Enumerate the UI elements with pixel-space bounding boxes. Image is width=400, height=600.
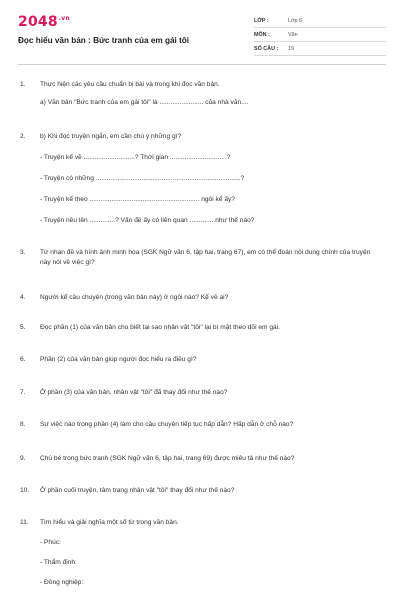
question-text: Người kể câu chuyện (trong văn bản này) ở ngôi nào? Kể về ai? bbox=[40, 294, 229, 301]
question-subline: - Truyện kể về ............................? Thời gian ...............................? bbox=[40, 154, 231, 161]
meta-label: SỐ CÂU : bbox=[254, 45, 279, 52]
site-logo[interactable] bbox=[18, 14, 70, 30]
question-number: 11. bbox=[20, 519, 29, 526]
question-subline: - Truyện có những ...............................................................................? bbox=[40, 175, 245, 182]
header-divider bbox=[18, 64, 386, 65]
question-number: 4. bbox=[20, 294, 26, 301]
question-subline: - Truyện nêu lên ..............? Vấn đề ấy có liên quan ............. như thế nào? bbox=[40, 217, 255, 224]
question-number: 10. bbox=[20, 487, 30, 494]
question-text: Thực hiện các yêu cầu chuẩn bị bài và trong khi đọc văn bản. bbox=[40, 81, 220, 88]
question-number: 1. bbox=[20, 81, 26, 88]
question-subline: - Phúc: bbox=[40, 539, 61, 546]
question-text: Chú bé trong bức tranh (SGK Ngữ văn 6, tập hai, trang 69) được miêu tả như thế nào? bbox=[40, 455, 295, 462]
logo-main: 2048 bbox=[18, 14, 58, 30]
question-number: 9. bbox=[20, 455, 26, 462]
question-number: 2. bbox=[20, 133, 26, 140]
meta-table bbox=[254, 14, 386, 56]
logo-suffix: .vn bbox=[58, 15, 70, 23]
question-subline: - Đồng nghiệp: bbox=[40, 579, 84, 586]
question-subline: - Thẩm định: bbox=[40, 559, 77, 566]
question-text: b) Khi đọc truyện ngắn, em cần chú ý những gì? bbox=[40, 133, 182, 140]
document-title: Đọc hiểu văn bản : Bức tranh của em gái tôi bbox=[18, 36, 190, 45]
question-number: 3. bbox=[20, 249, 26, 256]
question-text: Ở phần cuối truyện, tâm trạng nhân vật "tôi" thay đổi như thế nào? bbox=[40, 487, 235, 494]
question-number: 5. bbox=[20, 324, 26, 331]
meta-row-count bbox=[254, 42, 386, 56]
meta-value: Văn bbox=[288, 31, 298, 38]
meta-label: MÔN : bbox=[254, 31, 270, 38]
question-number: 7. bbox=[20, 389, 26, 396]
question-subline: - Truyện kể theo ............................................................ ngôi kể ấy? bbox=[40, 196, 235, 203]
meta-value: 19 bbox=[288, 45, 294, 52]
question-number: 8. bbox=[20, 421, 26, 428]
meta-row-class bbox=[254, 14, 386, 28]
question-text: Phần (2) của văn bản giúp người đọc hiểu ra điều gì? bbox=[40, 356, 197, 363]
meta-label: LỚP : bbox=[254, 17, 269, 24]
meta-value: Lớp 6 bbox=[288, 17, 303, 24]
question-subline: a) Văn bản "Bức tranh của em gái tôi" là ........................ của nhà văn.... bbox=[40, 99, 249, 106]
question-text: Sự việc nào trong phần (4) làm cho câu chuyện tiếp tục hấp dẫn? Hấp dẫn ở chỗ nào? bbox=[40, 421, 294, 428]
header bbox=[18, 14, 386, 64]
question-text: Đọc phần (1) của văn bản cho biết tại sao nhân vật "tôi" lại bí mật theo dõi em gái. bbox=[40, 324, 281, 331]
question-text: Tìm hiểu và giải nghĩa một số từ trong văn bản. bbox=[40, 519, 179, 526]
meta-row-subject bbox=[254, 28, 386, 42]
question-text: Từ nhan đề và hình ảnh minh họa (SGK Ngữ văn 6, tập hai, trang 67), em có thể đoán nội dung chính của truyện này nói về việc gì? bbox=[40, 249, 371, 266]
question-number: 6. bbox=[20, 356, 26, 363]
question-text: Ở phần (3) của văn bản, nhân vật "tôi" đã thay đổi như thế nào? bbox=[40, 389, 228, 396]
